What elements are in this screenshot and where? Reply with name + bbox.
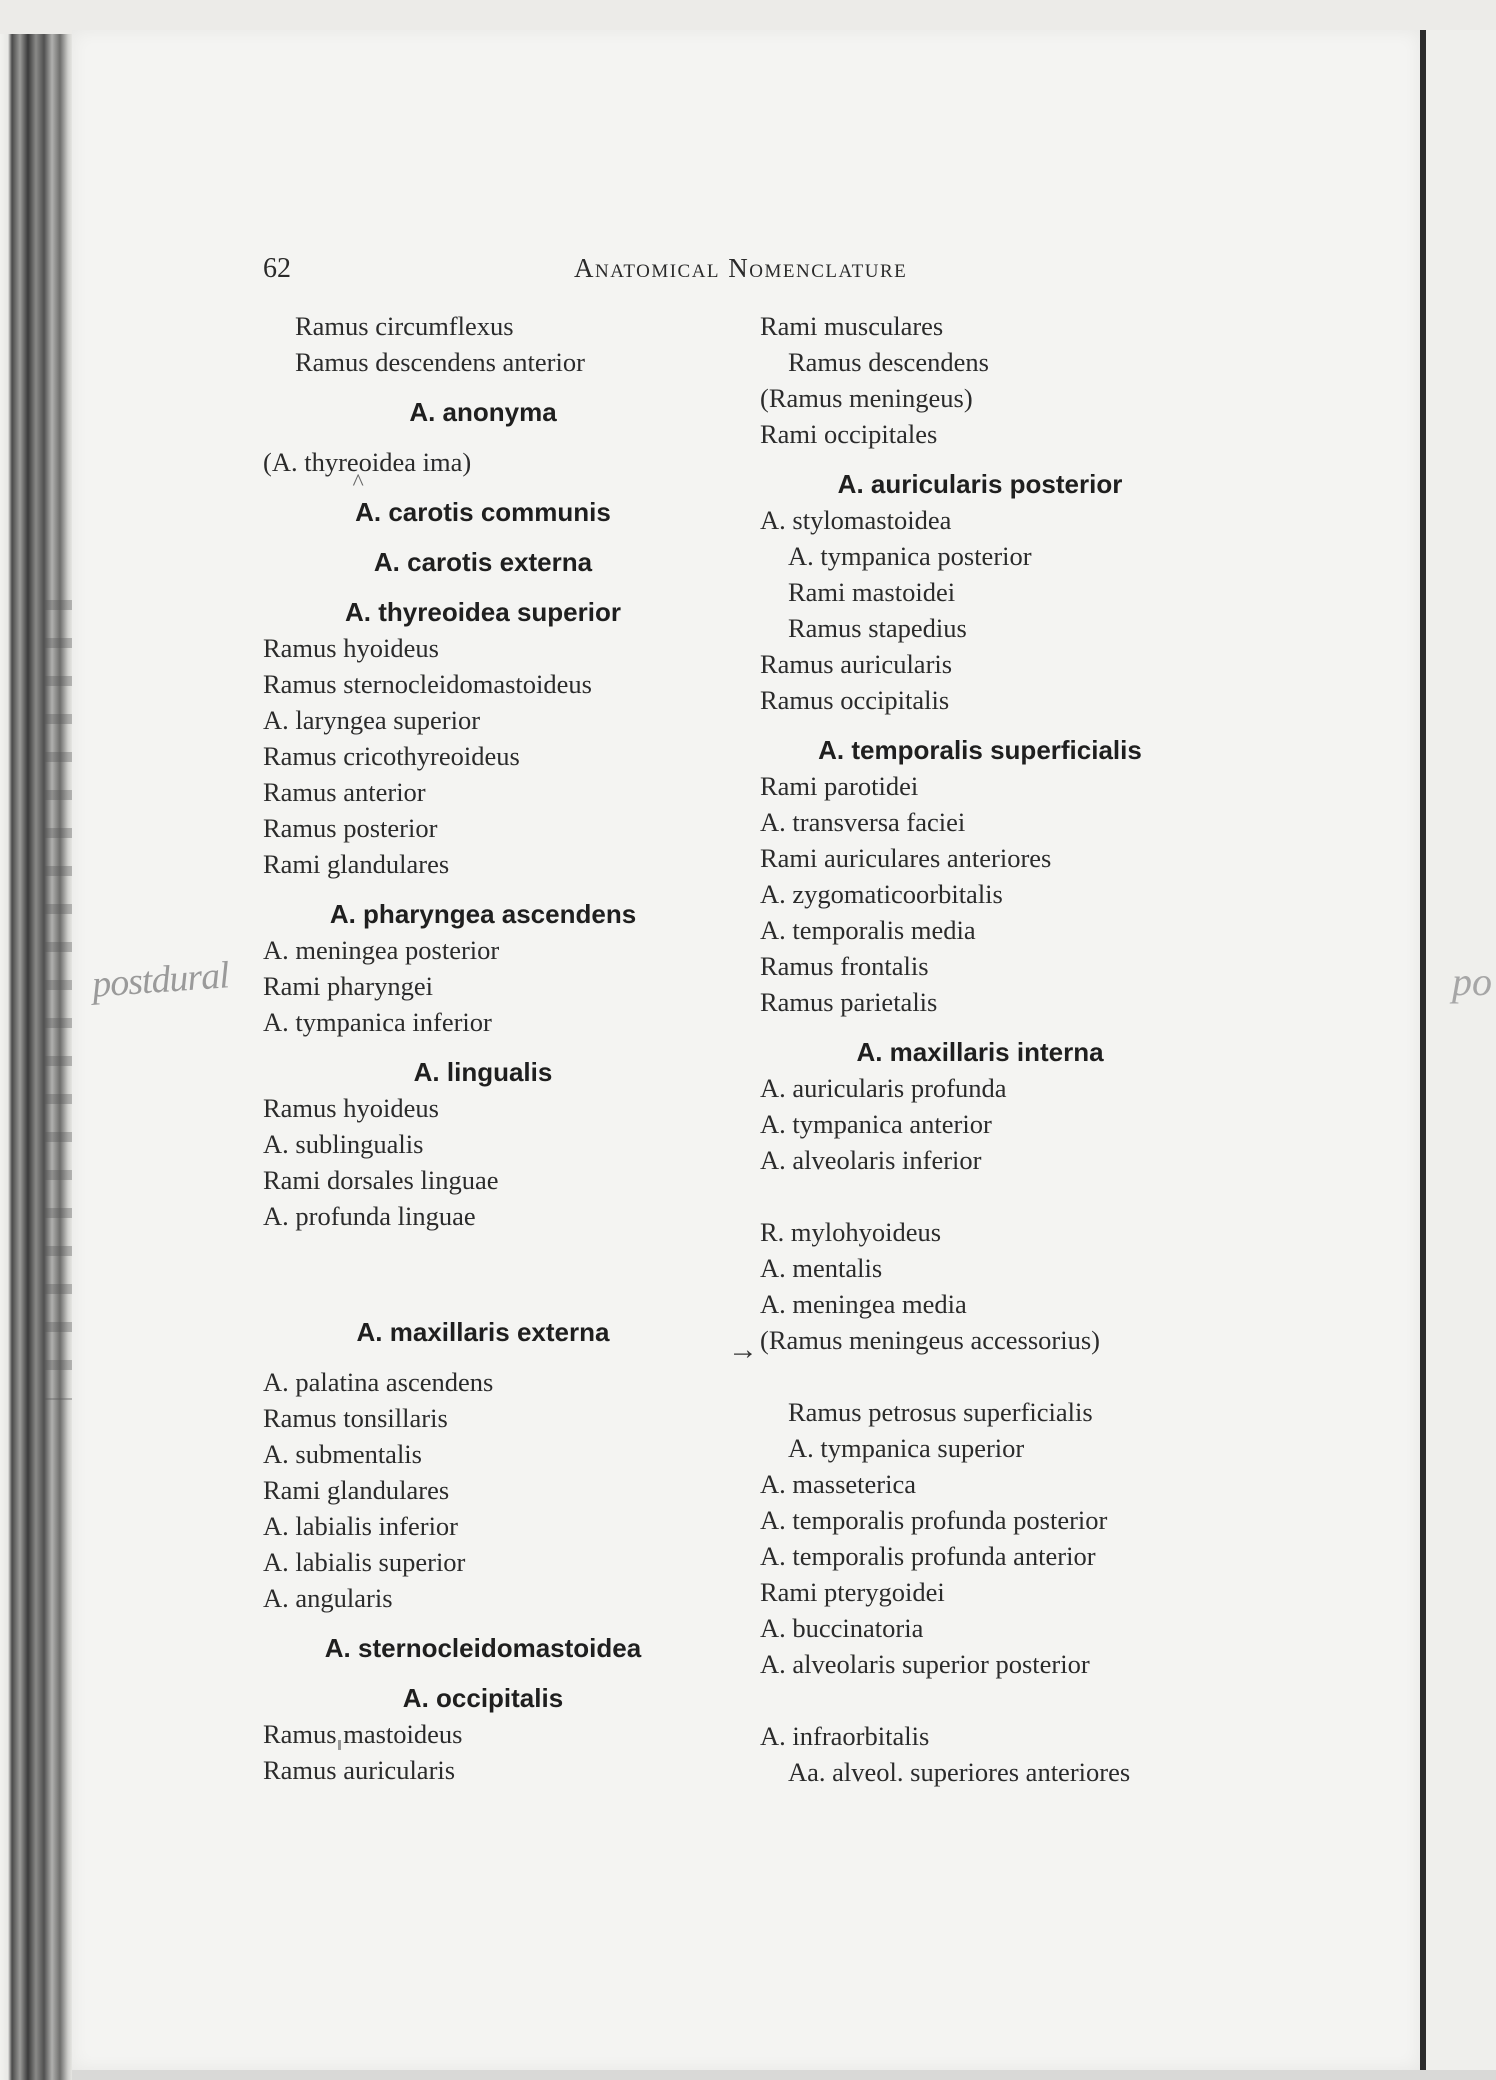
list-item: A. transversa faciei xyxy=(760,807,966,837)
handwritten-caret-mark: ^ xyxy=(352,470,363,496)
facing-page-edge xyxy=(1426,30,1496,2070)
section-heading: A. temporalis superficialis xyxy=(818,735,1142,765)
page-number: 62 xyxy=(263,253,291,284)
list-item: Ramus mastoideus xyxy=(263,1719,463,1749)
section-heading: A. thyreoidea superior xyxy=(345,597,621,627)
section-heading: A. maxillaris externa xyxy=(356,1317,610,1347)
list-item: A. tympanica inferior xyxy=(263,1007,492,1037)
section-heading: A. lingualis xyxy=(413,1057,553,1087)
list-item: A. tympanica anterior xyxy=(760,1109,992,1139)
list-item: A. masseterica xyxy=(760,1469,916,1499)
list-item: Ramus hyoideus xyxy=(263,633,439,663)
list-item: Ramus anterior xyxy=(263,777,426,807)
list-item: A. tympanica superior xyxy=(788,1433,1025,1463)
running-title: Anatomical Nomenclature xyxy=(574,253,908,283)
list-item: Ramus auricularis xyxy=(760,649,953,679)
list-item: A. meningea posterior xyxy=(263,935,500,965)
list-item: Rami glandulares xyxy=(263,1475,450,1505)
list-item: Ramus cricothyreoideus xyxy=(263,741,520,771)
section-heading: A. maxillaris interna xyxy=(856,1037,1104,1067)
section-heading: A. occipitalis xyxy=(402,1683,564,1713)
list-item: Ramus stapedius xyxy=(788,613,967,643)
left-column xyxy=(263,308,703,1788)
list-item: Ramus parietalis xyxy=(760,987,938,1017)
handwritten-margin-note-right: po xyxy=(1452,959,1492,1004)
list-item: A. profunda linguae xyxy=(263,1201,476,1231)
list-item: A. temporalis media xyxy=(760,915,976,945)
list-item: Rami pharyngei xyxy=(263,971,433,1001)
handwritten-margin-note: postdural xyxy=(90,954,231,1006)
list-item: A. sublingualis xyxy=(263,1129,424,1159)
list-item: Ramus descendens anterior xyxy=(295,347,585,377)
section-heading: A. pharyngea ascendens xyxy=(329,899,637,929)
list-item: Ramus posterior xyxy=(263,813,438,843)
list-item: A. buccinatoria xyxy=(760,1613,924,1643)
list-item: Ramus frontalis xyxy=(760,951,929,981)
list-item: A. zygomaticoorbitalis xyxy=(760,879,1003,909)
list-item: A. alveolaris superior posterior xyxy=(760,1649,1090,1679)
list-item: A. submentalis xyxy=(263,1439,422,1469)
list-item: A. infraorbitalis xyxy=(760,1721,930,1751)
list-item: A. mentalis xyxy=(760,1253,883,1283)
list-item: A. alveolaris inferior xyxy=(760,1145,982,1175)
list-item: Rami pterygoidei xyxy=(760,1577,945,1607)
list-item: Rami glandulares xyxy=(263,849,450,879)
list-item: Aa. alveol. superiores anteriores xyxy=(788,1757,1131,1787)
section-heading: A. carotis externa xyxy=(373,547,593,577)
section-heading: A. sternocleidomastoidea xyxy=(324,1633,642,1663)
section-heading: A. carotis communis xyxy=(355,497,611,527)
section-heading: A. anonyma xyxy=(409,397,557,427)
section-heading: A. auricularis posterior xyxy=(837,469,1123,499)
list-item: Rami occipitales xyxy=(760,419,938,449)
list-item: Ramus descendens xyxy=(788,347,989,377)
list-item: A. meningea media xyxy=(760,1289,967,1319)
list-item: A. tympanica posterior xyxy=(788,541,1032,571)
list-item: (A. thyreoidea ima) xyxy=(263,447,472,477)
list-item: A. temporalis profunda posterior xyxy=(760,1505,1108,1535)
list-item: Ramus circumflexus xyxy=(295,311,514,341)
list-item: Ramus sternocleidomastoideus xyxy=(263,669,592,699)
list-item: A. angularis xyxy=(263,1583,393,1613)
handwritten-arrow-icon: → xyxy=(728,1333,758,1366)
list-item: Ramus tonsillaris xyxy=(263,1403,448,1433)
list-item: Ramus hyoideus xyxy=(263,1093,439,1123)
list-item: Ramus petrosus superficialis xyxy=(788,1397,1093,1427)
list-item: Ramus occipitalis xyxy=(760,685,950,715)
list-item: A. labialis inferior xyxy=(263,1511,459,1541)
list-item: A. auricularis profunda xyxy=(760,1073,1007,1103)
list-item: Rami auriculares anteriores xyxy=(760,843,1052,873)
list-item: A. stylomastoidea xyxy=(760,505,952,535)
right-column xyxy=(760,308,1200,1790)
list-item: R. mylohyoideus xyxy=(760,1217,942,1247)
list-item: Rami parotidei xyxy=(760,771,919,801)
list-item: A. temporalis profunda anterior xyxy=(760,1541,1096,1571)
scan-background xyxy=(0,0,1496,34)
list-item: Rami mastoidei xyxy=(788,577,956,607)
list-item: (Ramus meningeus) xyxy=(760,383,973,413)
list-item: A. laryngea superior xyxy=(263,705,481,735)
list-item: (Ramus meningeus accessorius) xyxy=(760,1325,1100,1355)
list-item: A. palatina ascendens xyxy=(263,1367,494,1397)
list-item: Ramus auricularis xyxy=(263,1755,456,1785)
list-item: Rami dorsales linguae xyxy=(263,1165,499,1195)
list-item: A. labialis superior xyxy=(263,1547,466,1577)
list-item: Rami musculares xyxy=(760,311,944,341)
page-header xyxy=(0,253,1496,293)
